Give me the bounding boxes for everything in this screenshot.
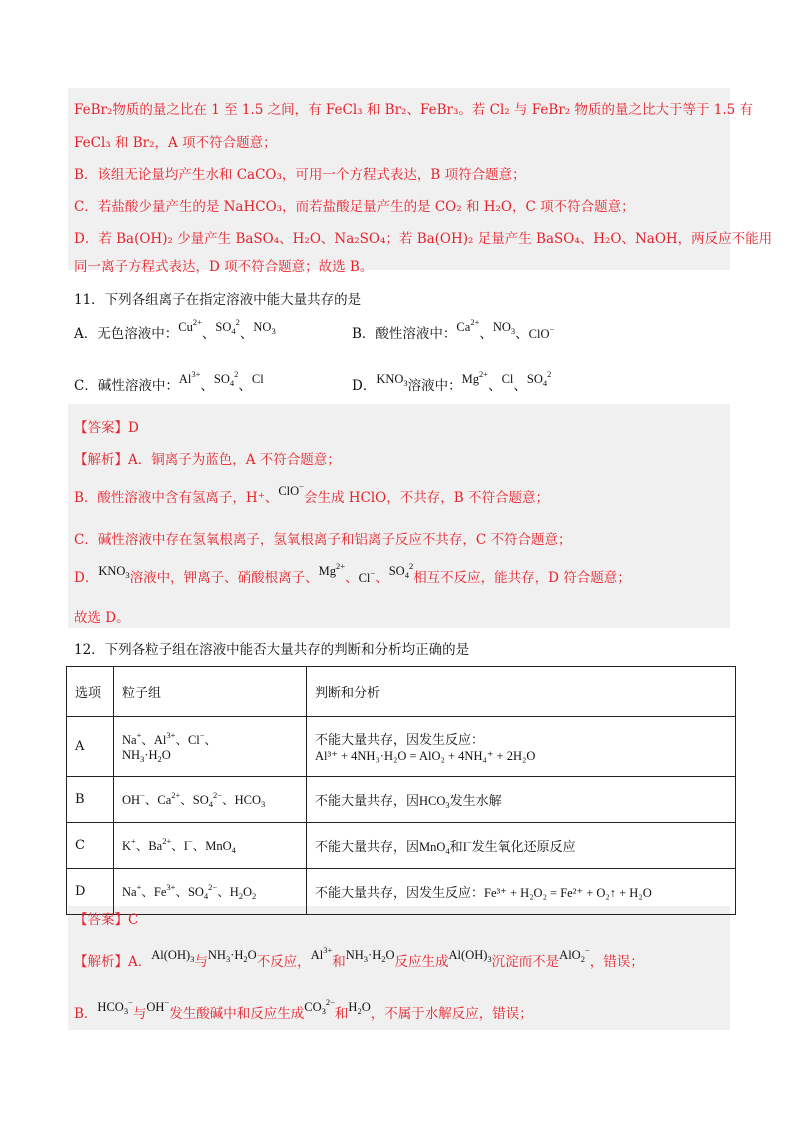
- row-particles: OH−、$Ca^{2+}$、$SO_4^{2-}$、$HCO_3$: [114, 777, 307, 823]
- q11-explanation-b: B．酸性溶液中含有氢离子，H⁺、ClO−会生成 HClO，不共存，B 不符合题意；: [74, 481, 549, 506]
- table-row: [67, 823, 736, 869]
- row-analysis: 不能大量共存，因发生反应： Al³⁺ + 4NH₃·H₂O = AlO₂ + 4NH₄⁺ + 2H₂O: [307, 717, 736, 777]
- q12-explanation-b: B．$HCO_3^-$与OH−发生酸碱中和反应生成$CO_3^{2-}$和$H_2O$，不属于水解反应，错误；: [74, 997, 533, 1022]
- option-label: D．: [352, 378, 377, 394]
- formula: $Al^{3+}$: [178, 369, 201, 386]
- q11-answer-block: [68, 404, 730, 628]
- prev-explanation-line: B．该组无论量均产生水和 CaCO₃，可用一个方程式表达，B 项符合题意；: [74, 167, 526, 183]
- formula: $Cu^{2+}$: [178, 317, 202, 334]
- formula: $SO_4^2$: [215, 317, 240, 336]
- formula: $KNO_3$: [98, 564, 130, 580]
- header-option: 选项: [67, 667, 114, 717]
- q11-option-a: A．无色溶液中：$Cu^{2+}$、$SO_4^2$、$NO_3$: [74, 317, 276, 342]
- formula: Cl: [251, 372, 264, 386]
- q11-option-b: B．酸性溶液中：$Ca^{2+}$、$NO_3$、ClO−: [352, 317, 555, 342]
- q11-explanation-d: D．$KNO_3$溶液中，钾离子、硝酸根离子、$Mg^{2+}$、Cl−、$SO_4^2$相互不反应，能共存，D 符合题意；: [74, 561, 631, 586]
- q11-option-c: C．碱性溶液中：$Al^{3+}$、$SO_4^2$、Cl: [74, 369, 264, 394]
- formula: $NO_3$: [492, 320, 516, 336]
- formula: $Mg^{2+}$: [461, 369, 489, 386]
- header-analysis: 判断和分析: [307, 667, 736, 717]
- prev-explanation-line: FeBr₂物质的量之比在 1 至 1.5 之间，有 FeCl₃ 和 Br₂、FeBr₃。若 Cl₂ 与 FeBr₂ 物质的量之比大于等于 1.5 有: [74, 102, 754, 118]
- prev-explanation-line: C．若盐酸少量产生的是 NaHCO₃，而若盐酸足量产生的是 CO₂ 和 H₂O，C 项不符合题意；: [74, 199, 635, 215]
- formula: $SO_4^2$: [388, 561, 414, 580]
- formula: Cl: [501, 372, 514, 386]
- q11-explanation-c: C．碱性溶液中存在氢氧根离子，氢氧根离子和铝离子反应不共存，C 不符合题意；: [74, 532, 572, 548]
- q11-option-d: D．$KNO_3$溶液中：$Mg^{2+}$、Cl、$SO_4^2$: [352, 369, 552, 394]
- row-particles: K+、$Ba^{2+}$、I−、MnO$_4$: [114, 823, 307, 869]
- q11-answer: 【答案】D: [74, 420, 139, 436]
- row-analysis: 不能大量共存，因发生反应：Fe³⁺ + H₂O₂ = Fe²⁺ + O₂↑ + H₂O: [307, 869, 736, 915]
- row-option: A: [67, 717, 114, 777]
- q12-answer: 【答案】C: [74, 912, 139, 928]
- formula: $SO_4^2$: [526, 369, 552, 388]
- q11-explanation-end: 故选 D。: [74, 610, 130, 626]
- formula: ClO−: [278, 481, 304, 498]
- row-particles: Na+、$Fe^{3+}$、$SO_4^{2-}$、$H_2O_2$: [114, 869, 307, 915]
- prev-explanation-line: FeCl₃ 和 Br₂，A 项不符合题意；: [74, 135, 277, 151]
- row-option: C: [67, 823, 114, 869]
- option-label: A．无色溶液中：: [74, 326, 179, 342]
- row-analysis: 不能大量共存，因MnO$_4$和I−发生氧化还原反应: [307, 823, 736, 869]
- formula: Cl−: [358, 568, 376, 585]
- formula: $KNO_3$: [376, 372, 408, 388]
- row-option: D: [67, 869, 114, 915]
- formula: $NO_3$: [253, 320, 276, 336]
- table-row: [67, 717, 736, 777]
- row-option: B: [67, 777, 114, 823]
- q12-table: [66, 666, 736, 915]
- formula: $Ca^{2+}$: [456, 317, 480, 334]
- table-header-row: [67, 667, 736, 717]
- table-row: [67, 869, 736, 915]
- header-particles: 粒子组: [114, 667, 307, 717]
- formula: ClO−: [528, 324, 555, 341]
- q12-explanation-a: 【解析】A．$Al(OH)_3$与$NH_3\cdot H_2O$不反应，$Al^{3+}$和$NH_3\cdot H_2O$反应生成$Al(OH)_3$沉淀而不是AlO$_2$−，错误；: [74, 945, 644, 970]
- row-particles: Na+、$Al^{3+}$、Cl−、 $NH_3\cdot H_2O$: [114, 717, 307, 777]
- q12-stem: 12．下列各粒子组在溶液中能否大量共存的判断和分析均正确的是: [74, 642, 470, 658]
- prev-explanation-line: D．若 Ba(OH)₂ 少量产生 BaSO₄、H₂O、Na₂SO₄；若 Ba(OH)₂ 足量产生 BaSO₄、H₂O、NaOH，两反应不能用: [74, 231, 773, 247]
- formula: $SO_4^2$: [213, 369, 239, 388]
- prev-explanation-line: 同一离子方程式表达，D 项不符合题意；故选 B。: [74, 259, 374, 275]
- formula: $Mg^{2+}$: [318, 561, 346, 578]
- row-analysis: 不能大量共存，因$HCO_3$发生水解: [307, 777, 736, 823]
- option-label: B．酸性溶液中：: [352, 326, 457, 342]
- q11-stem: 11．下列各组离子在指定溶液中能大量共存的是: [74, 292, 362, 308]
- option-label: C．碱性溶液中：: [74, 378, 179, 394]
- table-row: [67, 777, 736, 823]
- q11-explanation-a: 【解析】A．铜离子为蓝色，A 不符合题意；: [74, 452, 341, 468]
